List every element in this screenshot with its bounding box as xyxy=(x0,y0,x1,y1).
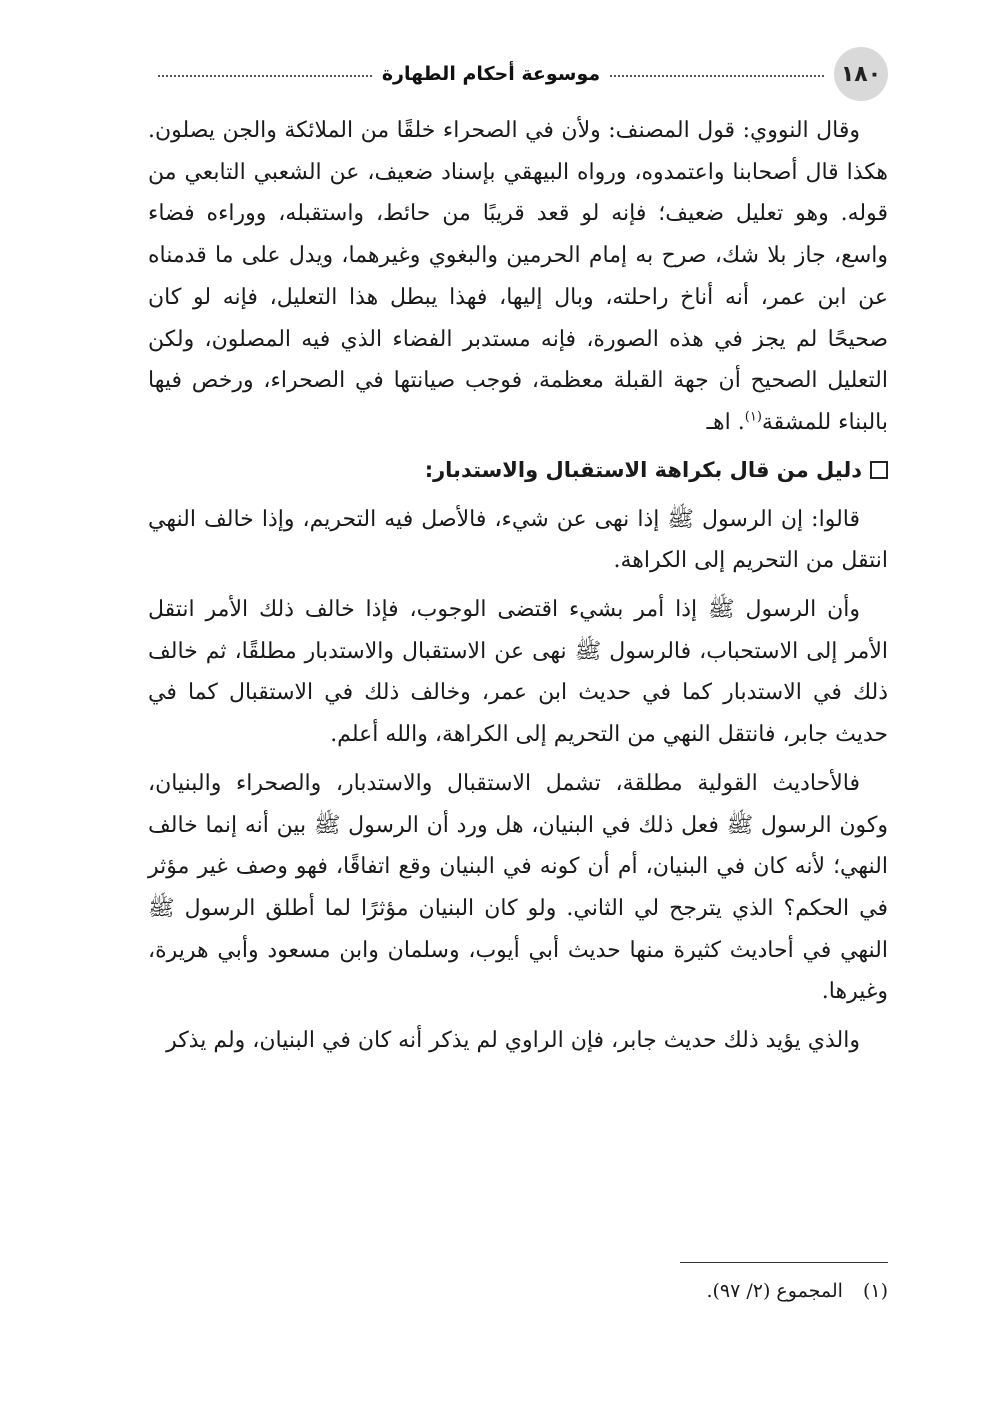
paragraph-tail: . اهـ xyxy=(706,409,745,435)
paragraph-text: وقال النووي: قول المصنف: ولأن في الصحراء خلقًا من الملائكة والجن يصلون. هكذا قال أصحابنا واعتمدوه، ورواه البيهقي بإسناد ضعيف، عن الشعبي التابعي من قوله. وهو تعليل ضعيف؛ فإنه لو قعد قريبًا من حائط، واستقبله، ووراءه فضاء واسع، جاز بلا شك، صرح به إمام الحرمين والبغوي وغيرهما، ويدل على ما قدمناه عن ابن عمر، أنه أناخ راحلته، وبال إليها، فهذا يبطل هذا التعليل، فإنه لو كان صحيحًا لم يجز في هذه الصورة، فإنه مستدبر الفضاء الذي فيه المصلون، ولكن التعليل الصحيح أن جهة القبلة معظمة، فوجب صيانتها في الصحراء، ورخص فيها بالبناء للمشقة xyxy=(148,118,888,435)
header-dotted-leader xyxy=(610,75,824,77)
paragraph: قالوا: إن الرسول ﷺ إذا نهى عن شيء، فالأصل فيه التحريم، وإذا خالف النهي انتقل من التحريم إلى الكراهة. xyxy=(148,506,888,574)
paragraph: فالأحاديث القولية مطلقة، تشمل الاستقبال والاستدبار، والصحراء والبنيان، وكون الرسول ﷺ فعل ذلك في البنيان، هل ورد أن الرسول ﷺ بين أنه إنما خالف النهي؛ لأنه كان في البنيان، أم أن كونه في البنيان وقع اتفاقًا، فهو وصف غير مؤثر في الحكم؟ الذي يترجح لي الثاني. ولو كان البنيان مؤثرًا لما أطلق الرسول ﷺ النهي في أحاديث كثيرة منها حديث أبي أيوب، وسلمان وابن مسعود وأبي هريرة، وغيرها. xyxy=(148,770,888,1005)
section-heading-text: دليل من قال بكراهة الاستقبال والاستدبار: xyxy=(424,457,862,482)
book-title: موسوعة أحكام الطهارة xyxy=(381,63,601,85)
header-dotted-leader-end xyxy=(158,75,372,77)
main-text xyxy=(148,110,888,1069)
footnote-separator xyxy=(680,1262,888,1263)
page-number-badge: ١٨٠ xyxy=(834,47,888,101)
section-heading xyxy=(148,451,888,489)
paragraph: وأن الرسول ﷺ إذا أمر بشيء اقتضى الوجوب، فإذا خالف ذلك الأمر انتقل الأمر إلى الاستحباب، فالرسول ﷺ نهى عن الاستقبال والاستدبار مطلقًا، ثم خالف ذلك في الاستدبار كما في حديث ابن عمر، وخالف ذلك في الاستقبال كما في حديث جابر، فانتقل النهي من التحريم إلى الكراهة، والله أعلم. xyxy=(148,597,888,748)
footnote-text: المجموع (٢/ ٩٧). xyxy=(706,1280,843,1302)
paragraph-nawawi-quote xyxy=(148,110,888,444)
footnote-reference[interactable]: (١) xyxy=(744,409,762,425)
footnote-number: (١) xyxy=(862,1280,888,1302)
page-header xyxy=(148,44,888,104)
square-bullet-icon xyxy=(870,461,888,479)
paragraph: والذي يؤيد ذلك حديث جابر، فإن الراوي لم يذكر أنه كان في البنيان، ولم يذكر xyxy=(166,1028,860,1054)
footnote xyxy=(148,1276,888,1306)
